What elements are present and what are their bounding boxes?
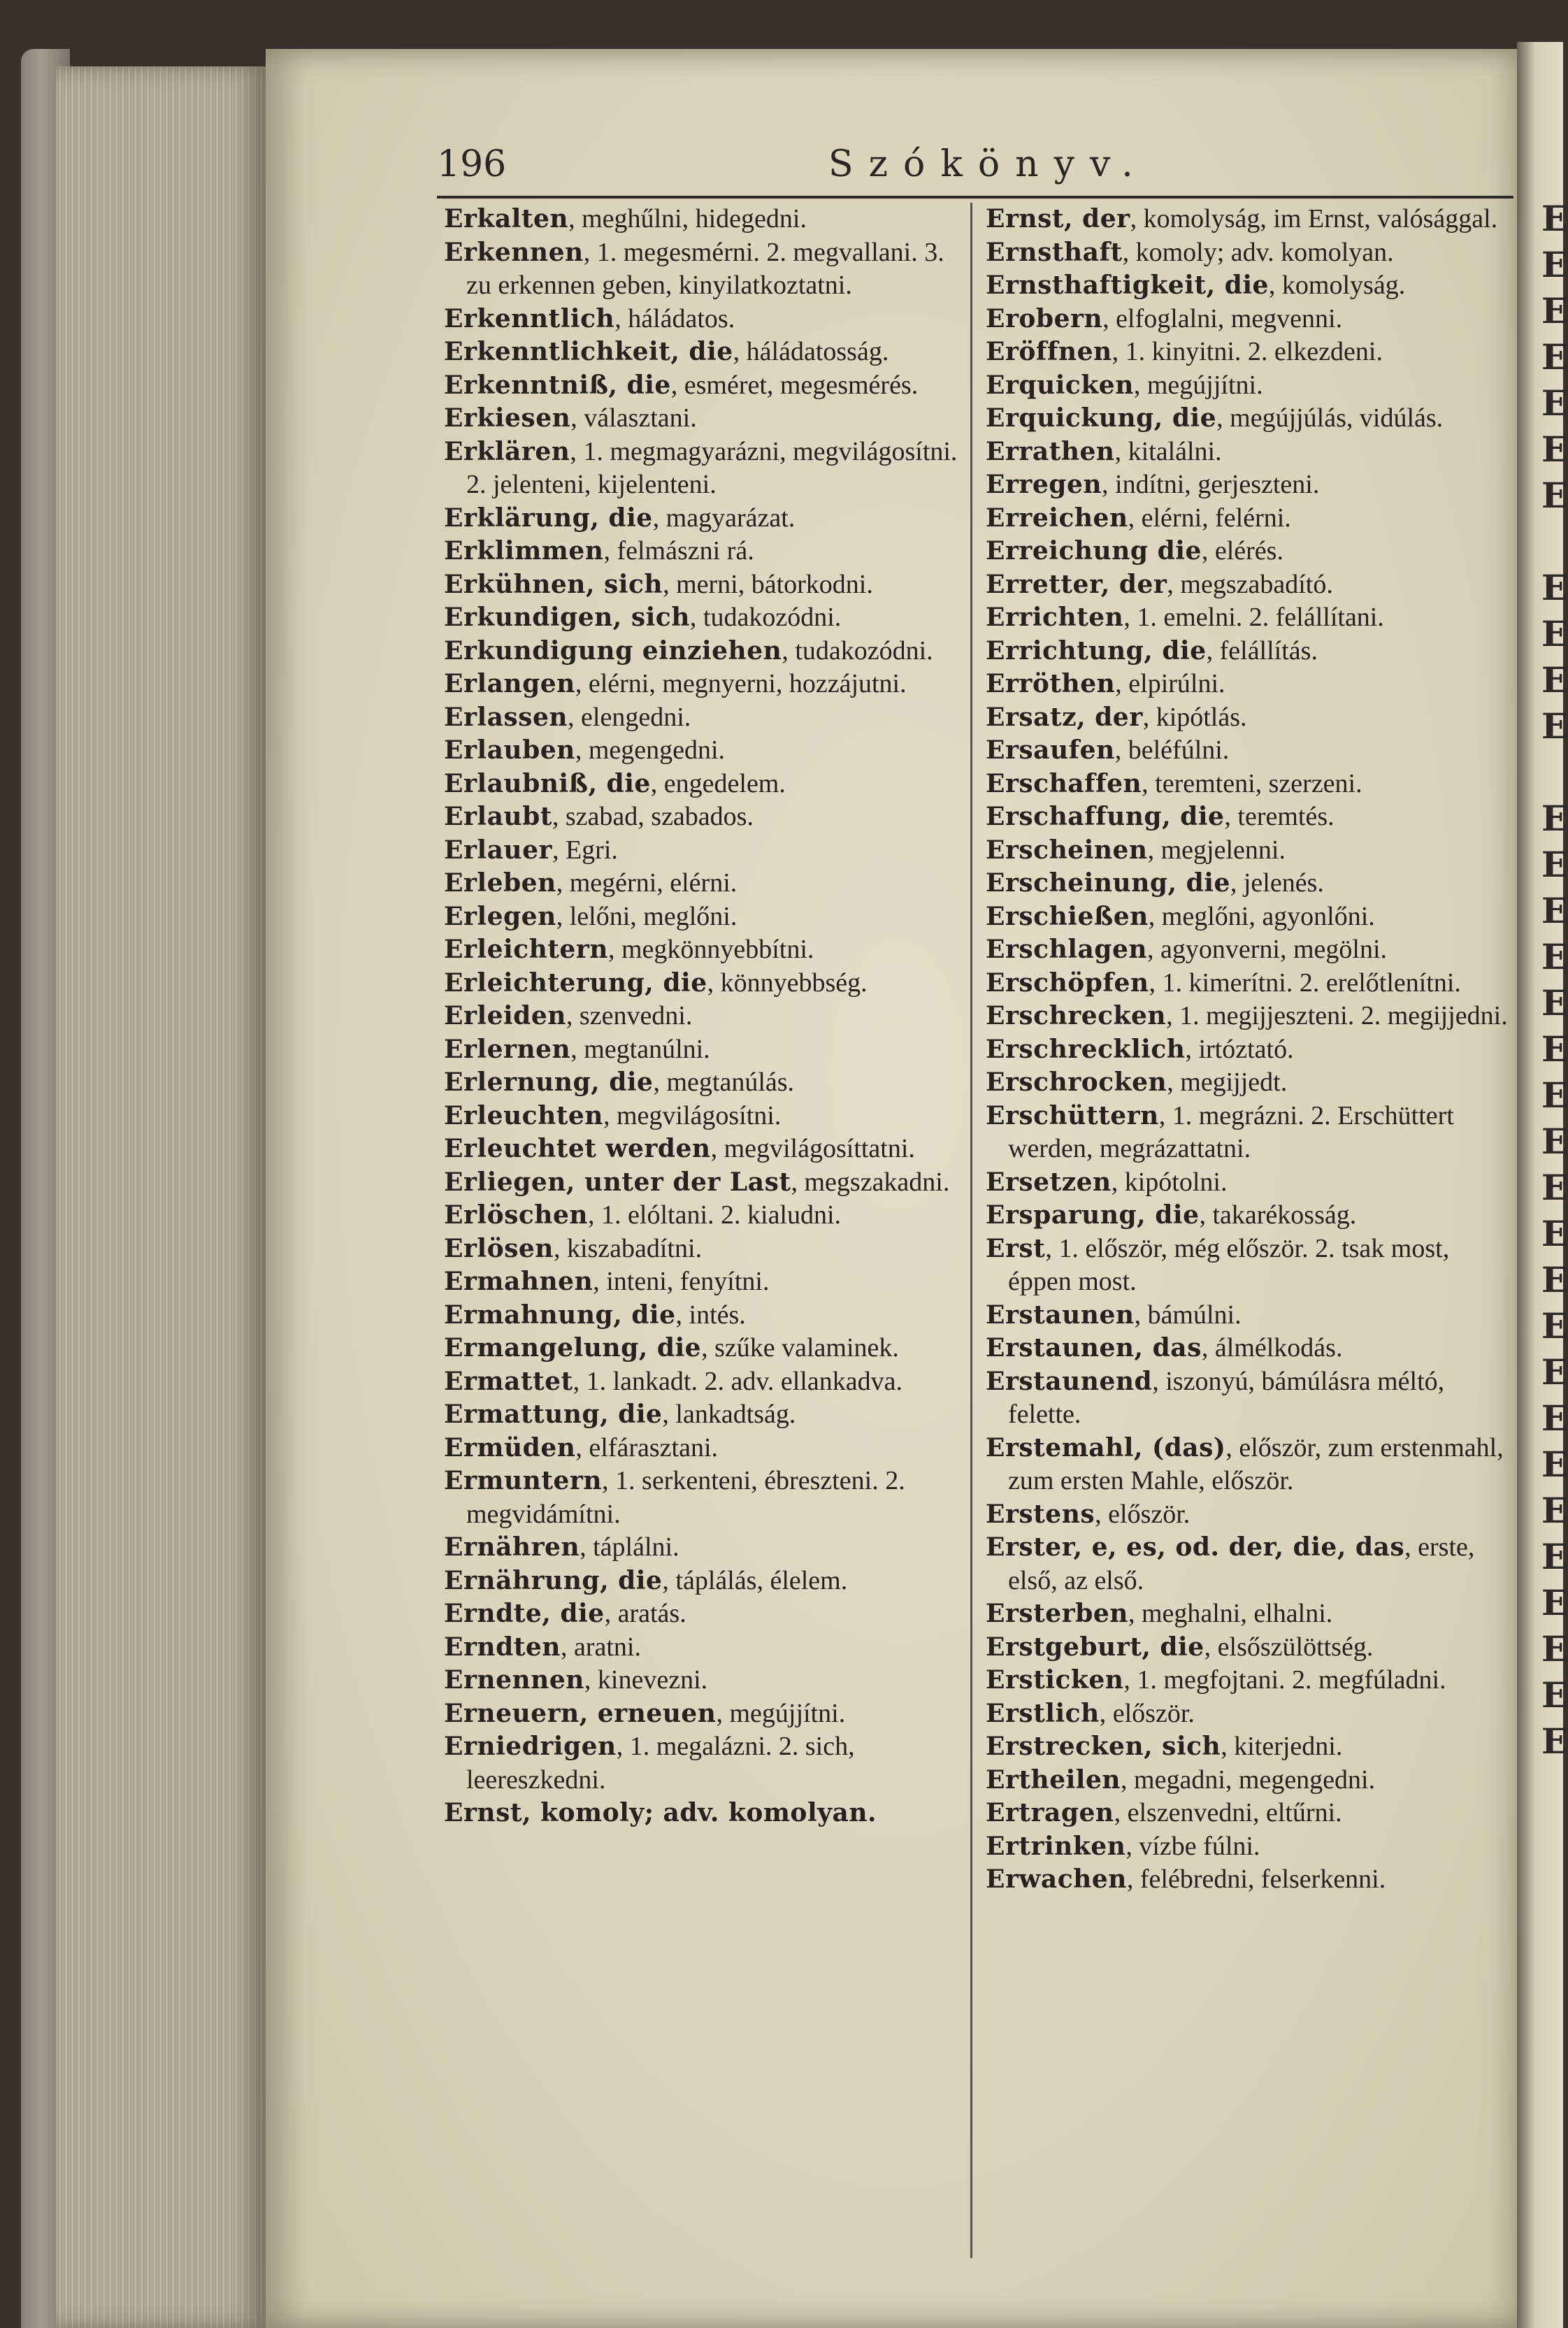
dictionary-entry: [444, 834, 958, 868]
dictionary-entry: [986, 668, 1517, 701]
dictionary-entry: [986, 933, 1517, 967]
entry-headword: Erreichung die: [986, 536, 1202, 566]
dictionary-entry: [444, 668, 958, 701]
entry-definition: , megérni, elérni.: [556, 868, 738, 898]
dictionary-entry: [986, 468, 1517, 502]
entry-headword: Erobern: [986, 303, 1103, 333]
entry-definition: , teremtés.: [1224, 802, 1335, 831]
entry-definition: , 1. kimerítni. 2. erelőtlenítni.: [1149, 968, 1461, 998]
dictionary-entry: [444, 734, 958, 768]
entry-headword: Erkennen: [444, 237, 584, 267]
entry-definition: , 1. megesmérni. 2. megvallani. 3. zu erkennen geben, kinyilatkoztatni.: [466, 237, 944, 300]
entry-headword: Erlauer: [444, 835, 552, 865]
entry-headword: Erlauben: [444, 735, 575, 765]
dictionary-entry: [444, 1332, 958, 1365]
dictionary-entry: [444, 1265, 958, 1299]
entry-definition: , teremteni, szerzeni.: [1142, 768, 1362, 798]
dictionary-entry: [444, 568, 958, 602]
entry-headword: Erlaubniß, die: [444, 768, 651, 798]
entry-definition: , komolyság.: [1268, 271, 1406, 300]
entry-headword: Erscheinung, die: [986, 868, 1230, 898]
entry-headword: Erklärung, die: [444, 503, 653, 533]
running-head: Szókönyv.: [828, 143, 1149, 185]
entry-definition: , megújjítni.: [716, 1698, 846, 1728]
entry-headword: Erretter, der: [986, 569, 1167, 599]
dictionary-entry: [444, 1465, 958, 1531]
entry-headword: Erstaunen: [986, 1300, 1135, 1330]
entry-definition: , intés.: [675, 1300, 746, 1330]
entry-headword: Ertrinken: [986, 1831, 1126, 1861]
dictionary-entry: [444, 236, 958, 303]
entry-definition: , kipótlás.: [1142, 702, 1247, 732]
entry-headword: Erschüttern: [986, 1100, 1159, 1130]
entry-headword: Erschlagen: [986, 935, 1148, 964]
dictionary-entry: [444, 1166, 958, 1200]
header-rule: [437, 196, 1513, 199]
entry-definition: , meghűlni, hidegedni.: [568, 204, 807, 233]
dictionary-entry: [444, 1664, 958, 1697]
entry-headword: Erlernen: [444, 1034, 571, 1064]
entry-definition: , agyonverni, megölni.: [1147, 935, 1388, 964]
entry-headword: Erkenntlich: [444, 303, 615, 333]
entry-headword: Ernst, komoly; adv. komolyan.: [444, 1798, 877, 1827]
entry-headword: Erndte, die: [444, 1599, 605, 1628]
dictionary-entry: [986, 1332, 1517, 1365]
entry-definition: , szabad, szabados.: [552, 802, 754, 831]
entry-definition: , erste, első, az első.: [1008, 1532, 1475, 1595]
dictionary-entry: [986, 436, 1517, 469]
entry-definition: , aratni.: [560, 1632, 641, 1662]
entry-definition: , indítni, gerjeszteni.: [1102, 470, 1320, 499]
entry-definition: , 1. megalázni. 2. sich, leereszkedni.: [466, 1732, 855, 1795]
dictionary-entry: [986, 1432, 1517, 1498]
dictionary-entry: [986, 900, 1517, 934]
entry-headword: Eröffnen: [986, 337, 1112, 366]
page-number: 196: [437, 143, 507, 185]
entry-definition: , elengedni.: [568, 702, 691, 732]
dictionary-entry: [444, 1199, 958, 1233]
entry-headword: Ersetzen: [986, 1167, 1112, 1197]
entry-headword: Erlösen: [444, 1233, 554, 1263]
dictionary-entry: [986, 800, 1517, 834]
entry-headword: Ermüden: [444, 1432, 576, 1463]
entry-definition: , elérés.: [1201, 536, 1283, 566]
entry-definition: , meglőni, agyonlőni.: [1148, 901, 1375, 931]
entry-headword: Erklimmen: [444, 536, 604, 566]
dictionary-entry: [986, 635, 1517, 668]
entry-definition: , vízbe fúlni.: [1125, 1831, 1260, 1861]
dictionary-entry: [986, 402, 1517, 436]
entry-headword: Erstemahl, (das): [986, 1432, 1226, 1463]
entry-definition: , megtanúlni.: [570, 1034, 710, 1064]
entry-headword: Erreichen: [986, 503, 1128, 533]
dictionary-entry: [986, 1764, 1517, 1797]
dictionary-entry: [444, 436, 958, 502]
dictionary-entry: [444, 1531, 958, 1565]
dictionary-entry: [986, 1498, 1517, 1532]
dictionary-entry: [986, 1697, 1517, 1731]
entry-definition: , felébredni, felserkenni.: [1126, 1864, 1386, 1894]
dictionary-entry: [986, 1797, 1517, 1830]
entry-headword: Erleben: [444, 868, 556, 898]
entry-definition: , először.: [1095, 1499, 1191, 1529]
dictionary-entry: [986, 1863, 1517, 1897]
entry-headword: Ernst, der: [986, 204, 1130, 233]
entry-headword: Erquicken: [986, 370, 1134, 400]
entry-headword: Erneuern, erneuen: [444, 1698, 717, 1728]
entry-definition: , először, zum erstenmahl, zum ersten Mahle, először.: [1008, 1432, 1504, 1495]
dictionary-entry: [986, 734, 1517, 768]
entry-definition: , engedelem.: [650, 768, 786, 798]
entry-headword: Erstlich: [986, 1698, 1100, 1728]
entry-headword: Ermangelung, die: [444, 1333, 702, 1363]
left-column: [444, 203, 958, 1830]
entry-headword: Erkühnen, sich: [444, 569, 663, 599]
dictionary-entry: [444, 336, 958, 369]
dictionary-entry: [986, 1233, 1517, 1299]
entry-definition: , lankadtság.: [662, 1400, 796, 1429]
entry-definition: , szűke valaminek.: [701, 1333, 899, 1363]
entry-definition: , táplálni.: [580, 1532, 679, 1562]
dictionary-entry: [986, 1166, 1517, 1200]
entry-headword: Erlöschen: [444, 1200, 589, 1230]
entry-headword: Erquickung, die: [986, 403, 1217, 433]
dictionary-entry: [444, 900, 958, 934]
dictionary-entry: [986, 967, 1517, 1000]
entry-definition: , megszakadni.: [791, 1167, 950, 1197]
entry-headword: Ersparung, die: [986, 1200, 1200, 1230]
dictionary-entry: [444, 369, 958, 403]
page-edges: [56, 66, 266, 2328]
entry-headword: Ertheilen: [986, 1765, 1121, 1795]
entry-definition: , Egri.: [552, 835, 618, 865]
dictionary-entry: [986, 1597, 1517, 1631]
entry-headword: Ersticken: [986, 1665, 1124, 1695]
entry-headword: Erschaffen: [986, 768, 1142, 798]
entry-headword: Erkundigung einziehen: [444, 635, 782, 666]
entry-definition: , elfárasztani.: [575, 1432, 719, 1463]
entry-definition: , 1. megijjeszteni. 2. megijjedni.: [1166, 1001, 1508, 1030]
entry-headword: Erschießen: [986, 901, 1149, 931]
page-header: [437, 143, 1513, 199]
entry-headword: Ermahnen: [444, 1267, 594, 1296]
entry-headword: Erlaubt: [444, 802, 552, 831]
entry-headword: Ersatz, der: [986, 702, 1143, 732]
dictionary-entry: [444, 535, 958, 568]
entry-headword: Ernähren: [444, 1532, 580, 1562]
entry-headword: Erkundigen, sich: [444, 603, 690, 632]
entry-definition: , inteni, fenyítni.: [593, 1267, 770, 1296]
entry-definition: , megvilágosítni.: [603, 1100, 782, 1130]
entry-headword: Ermattung, die: [444, 1400, 663, 1429]
entry-definition: , kitalálni.: [1114, 436, 1222, 466]
entry-definition: , tudakozódni.: [689, 603, 842, 632]
entry-headword: Erklären: [444, 436, 570, 466]
entry-headword: Erleiden: [444, 1001, 566, 1030]
entry-definition: , 1. megfojtani. 2. megfúladni.: [1123, 1665, 1446, 1695]
dictionary-entry: [986, 502, 1517, 536]
entry-headword: Erster, e, es, od. der, die, das: [986, 1532, 1405, 1562]
dictionary-entry: [444, 967, 958, 1000]
dictionary-entry: [986, 1100, 1517, 1166]
entry-headword: Ermuntern: [444, 1466, 603, 1495]
entry-definition: , kinevezni.: [584, 1665, 708, 1695]
entry-definition: , megtanúlás.: [653, 1068, 795, 1097]
entry-headword: Erstaunend: [986, 1366, 1153, 1396]
dictionary-entry: [444, 1000, 958, 1033]
dictionary-entry: [444, 933, 958, 967]
dictionary-entry: [986, 701, 1517, 735]
dictionary-entry: [444, 635, 958, 668]
entry-headword: Erndten: [444, 1632, 561, 1662]
entry-headword: Ermattet: [444, 1366, 573, 1396]
entry-headword: Erschrecklich: [986, 1034, 1186, 1064]
entry-definition: , 1. először, még először. 2. tsak most, éppen most.: [1008, 1233, 1450, 1296]
entry-definition: , elsőszülöttség.: [1204, 1632, 1374, 1662]
entry-definition: , könnyebbség.: [707, 968, 868, 998]
dictionary-entry: [444, 800, 958, 834]
entry-definition: , 1. megrázni. 2. Erschüttert werden, megrázattatni.: [1008, 1100, 1454, 1163]
entry-definition: , 1. emelni. 2. felállítani.: [1123, 603, 1384, 632]
entry-headword: Erkalten: [444, 204, 569, 233]
dictionary-entry: [986, 336, 1517, 369]
entry-headword: Erleichterung, die: [444, 968, 707, 998]
entry-headword: Erleuchten: [444, 1100, 603, 1130]
entry-definition: , megjelenni.: [1147, 835, 1286, 865]
entry-headword: Errathen: [986, 436, 1115, 466]
entry-definition: , kipótolni.: [1111, 1167, 1228, 1197]
entry-definition: , álmélkodás.: [1201, 1333, 1343, 1363]
entry-definition: , szenvedni.: [566, 1001, 693, 1030]
entry-definition: , bámúlni.: [1134, 1300, 1242, 1330]
entry-definition: , elpirúlni.: [1115, 669, 1225, 698]
entry-definition: , komolyság, im Ernst, valósággal.: [1130, 204, 1498, 233]
entry-headword: Erschaffung, die: [986, 802, 1225, 831]
entry-definition: , beléfúlni.: [1114, 735, 1230, 765]
dictionary-entry: [444, 1233, 958, 1266]
entry-headword: Errichtung, die: [986, 635, 1207, 666]
entry-definition: , kiterjedni.: [1221, 1732, 1343, 1761]
dictionary-entry: [444, 1066, 958, 1100]
entry-headword: Erlassen: [444, 702, 568, 732]
entry-headword: Erschrocken: [986, 1068, 1167, 1097]
entry-headword: Erscheinen: [986, 835, 1148, 865]
entry-definition: , megszabadító.: [1167, 569, 1333, 599]
entry-headword: Erstaunen, das: [986, 1333, 1202, 1363]
dictionary-entry: [986, 1066, 1517, 1100]
dictionary-entry: [444, 1631, 958, 1665]
entry-definition: , felállítás.: [1206, 635, 1318, 666]
dictionary-entry: [986, 1199, 1517, 1233]
entry-definition: , irtóztató.: [1185, 1034, 1294, 1064]
entry-definition: , elszenvedni, eltűrni.: [1114, 1798, 1342, 1827]
dictionary-entry: [986, 1000, 1517, 1033]
entry-definition: , jelenés.: [1230, 868, 1324, 898]
dictionary-entry: [986, 867, 1517, 900]
entry-definition: , megijjedt.: [1167, 1068, 1288, 1097]
entry-headword: Erlernung, die: [444, 1068, 654, 1097]
entry-headword: Erwachen: [986, 1864, 1127, 1894]
entry-definition: , kiszabadítni.: [553, 1233, 703, 1263]
entry-headword: Ersterben: [986, 1599, 1128, 1628]
dictionary-entry: [986, 568, 1517, 602]
entry-headword: Erregen: [986, 470, 1102, 499]
entry-definition: , választani.: [570, 403, 697, 433]
dictionary-entry: [444, 768, 958, 801]
entry-headword: Erliegen, unter der Last: [444, 1167, 791, 1197]
dictionary-entry: [986, 1299, 1517, 1332]
entry-headword: Erkiesen: [444, 403, 571, 433]
dictionary-entry: [444, 1797, 958, 1830]
dictionary-entry: [986, 535, 1517, 568]
entry-headword: Ernennen: [444, 1665, 584, 1695]
facing-page-fragment: E E E E E E E E E E E E E E E E E E E E E E E E E E E E E E E E: [1541, 198, 1568, 1762]
entry-definition: , 1. megmagyarázni, megvilágosítni. 2. jelenteni, kijelenteni.: [466, 436, 958, 499]
entry-headword: Erkenntlichkeit, die: [444, 337, 733, 366]
dictionary-entry: [444, 1033, 958, 1067]
entry-definition: , elérni, megnyerni, hozzájutni.: [575, 669, 907, 698]
entry-headword: Errichten: [986, 603, 1124, 632]
dictionary-entry: [986, 1365, 1517, 1432]
dictionary-entry: [986, 269, 1517, 303]
entry-definition: , háládatos.: [614, 303, 735, 333]
dictionary-entry: [444, 1697, 958, 1731]
dictionary-entry: [444, 1100, 958, 1133]
entry-definition: , esméret, megesmérés.: [670, 370, 919, 400]
entry-definition: , lelőni, meglőni.: [556, 901, 738, 931]
entry-headword: Erröthen: [986, 669, 1116, 698]
dictionary-entry: [444, 1299, 958, 1332]
entry-headword: Erstgeburt, die: [986, 1632, 1204, 1662]
entry-definition: , háládatosság.: [733, 337, 889, 366]
entry-definition: , aratás.: [604, 1599, 686, 1628]
entry-headword: Erkenntniß, die: [444, 370, 671, 400]
entry-headword: Erleichtern: [444, 935, 608, 964]
dictionary-entry: [986, 1830, 1517, 1864]
dictionary-entry: [986, 834, 1517, 868]
entry-headword: Erlegen: [444, 901, 556, 931]
entry-definition: , komoly; adv. komolyan.: [1122, 237, 1394, 267]
entry-headword: Erschrecken: [986, 1001, 1167, 1030]
dictionary-entry: [444, 303, 958, 336]
dictionary-entry: [986, 303, 1517, 336]
entry-headword: Erniedrigen: [444, 1732, 617, 1761]
entry-definition: , először.: [1099, 1698, 1195, 1728]
dictionary-entry: [986, 1631, 1517, 1665]
entry-definition: , merni, bátorkodni.: [663, 569, 873, 599]
entry-definition: , iszonyú, bámúlásra méltó, felette.: [1008, 1366, 1445, 1429]
dictionary-entry: [444, 601, 958, 635]
dictionary-entry: [444, 1398, 958, 1432]
dictionary-entry: [444, 203, 958, 236]
entry-definition: , táplálás, élelem.: [662, 1565, 848, 1595]
entry-definition: , 1. serkenteni, ébreszteni. 2. megvidámítni.: [466, 1466, 905, 1529]
entry-definition: , megújjúlás, vidúlás.: [1216, 403, 1444, 433]
dictionary-entry: [986, 369, 1517, 403]
dictionary-entry: [986, 1033, 1517, 1067]
dictionary-entry: [444, 1565, 958, 1598]
entry-headword: Erstens: [986, 1499, 1095, 1529]
entry-definition: , elfoglalni, megvenni.: [1102, 303, 1343, 333]
entry-definition: , megújjítni.: [1133, 370, 1263, 400]
dictionary-entry: [444, 1133, 958, 1166]
entry-definition: , megvilágosíttatni.: [710, 1134, 915, 1163]
entry-definition: , megadni, megengedni.: [1121, 1765, 1376, 1795]
entry-definition: , felmászni rá.: [603, 536, 754, 566]
dictionary-entry: [986, 1664, 1517, 1697]
entry-headword: Ermahnung, die: [444, 1300, 676, 1330]
entry-headword: Ernsthaftigkeit, die: [986, 271, 1269, 300]
entry-headword: Ersaufen: [986, 735, 1115, 765]
entry-definition: , takarékosság.: [1199, 1200, 1357, 1230]
entry-definition: , magyarázat.: [652, 503, 796, 533]
entry-definition: , elérni, felérni.: [1128, 503, 1291, 533]
entry-definition: , 1. kinyitni. 2. elkezdeni.: [1112, 337, 1383, 366]
right-column: [986, 203, 1517, 1897]
dictionary-entry: [444, 867, 958, 900]
entry-definition: , tudakozódni.: [782, 635, 933, 666]
dictionary-entry: [444, 1730, 958, 1797]
dictionary-entry: [986, 236, 1517, 270]
entry-headword: Erlangen: [444, 669, 575, 698]
entry-headword: Ernährung, die: [444, 1565, 663, 1595]
entry-definition: , 1. elóltani. 2. kialudni.: [588, 1200, 842, 1230]
dictionary-entry: [986, 1730, 1517, 1764]
dictionary-entry: [986, 601, 1517, 635]
entry-headword: Erschöpfen: [986, 968, 1149, 998]
entry-definition: , megkönnyebbítni.: [607, 935, 814, 964]
entry-headword: Erstrecken, sich: [986, 1732, 1221, 1761]
dictionary-entry: [986, 768, 1517, 801]
column-divider: [970, 203, 972, 2258]
entry-definition: , megengedni.: [575, 735, 726, 765]
entry-definition: , 1. lankadt. 2. adv. ellankadva.: [573, 1366, 902, 1396]
dictionary-entry: [444, 402, 958, 436]
entry-headword: Erleuchtet werden: [444, 1134, 711, 1163]
entry-headword: Erst: [986, 1233, 1046, 1263]
entry-definition: , meghalni, elhalni.: [1128, 1599, 1333, 1628]
dictionary-entry: [444, 701, 958, 735]
entry-headword: Ernsthaft: [986, 237, 1123, 267]
dictionary-entry: [444, 1365, 958, 1399]
entry-headword: Ertragen: [986, 1798, 1114, 1827]
dictionary-entry: [444, 1432, 958, 1465]
dictionary-entry: [986, 203, 1517, 236]
dictionary-entry: [986, 1531, 1517, 1597]
dictionary-entry: [444, 1597, 958, 1631]
dictionary-entry: [444, 502, 958, 536]
